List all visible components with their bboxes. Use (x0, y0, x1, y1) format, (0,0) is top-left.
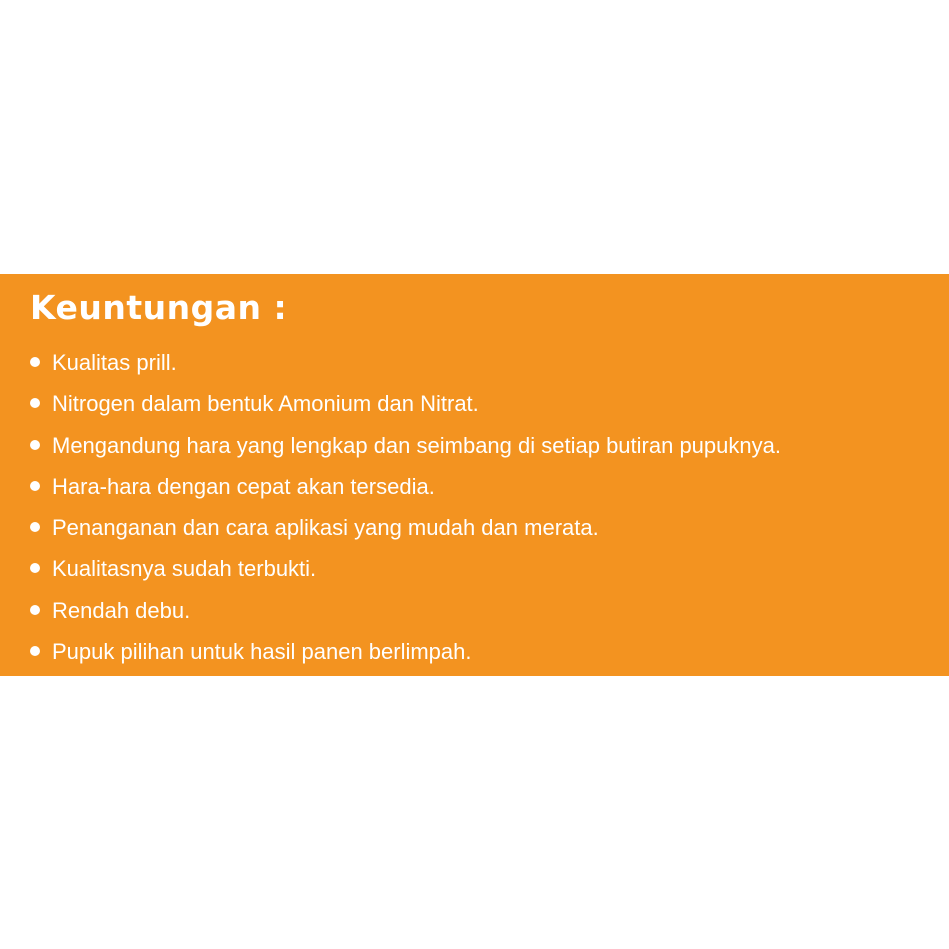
benefit-item (30, 425, 949, 466)
benefit-item-label: Kualitas prill. (52, 350, 177, 375)
bullet-icon (30, 522, 40, 532)
bullet-icon (30, 398, 40, 408)
benefit-item-label: Hara-hara dengan cepat akan tersedia. (52, 473, 435, 499)
bullet-icon (30, 357, 40, 367)
benefit-item (30, 507, 949, 548)
benefit-item (30, 590, 949, 631)
benefit-item-label: Pupuk pilihan untuk hasil panen berlimpah. (52, 639, 472, 665)
benefit-item-label: Kualitasnya sudah terbukti. (52, 556, 317, 582)
benefits-banner (0, 274, 949, 676)
benefit-item-label: Penanganan dan cara aplikasi yang mudah dan merata. (52, 515, 599, 541)
benefit-item (30, 466, 949, 507)
bullet-icon (30, 563, 40, 573)
benefit-item-label: Rendah debu. (52, 597, 191, 623)
benefits-title: Keuntungan : (30, 288, 288, 327)
benefit-item (30, 548, 949, 589)
benefit-item (30, 631, 949, 672)
benefit-item (30, 342, 949, 383)
bullet-icon (30, 440, 40, 450)
benefits-list (30, 342, 949, 672)
benefit-item-label: Mengandung hara yang lengkap dan seimbang di setiap butiran pupuknya. (52, 432, 781, 458)
bullet-icon (30, 646, 40, 656)
bullet-icon (30, 481, 40, 491)
benefit-item-label: Nitrogen dalam bentuk Amonium dan Nitrat. (52, 391, 479, 417)
bullet-icon (30, 605, 40, 615)
benefit-item (30, 383, 949, 424)
